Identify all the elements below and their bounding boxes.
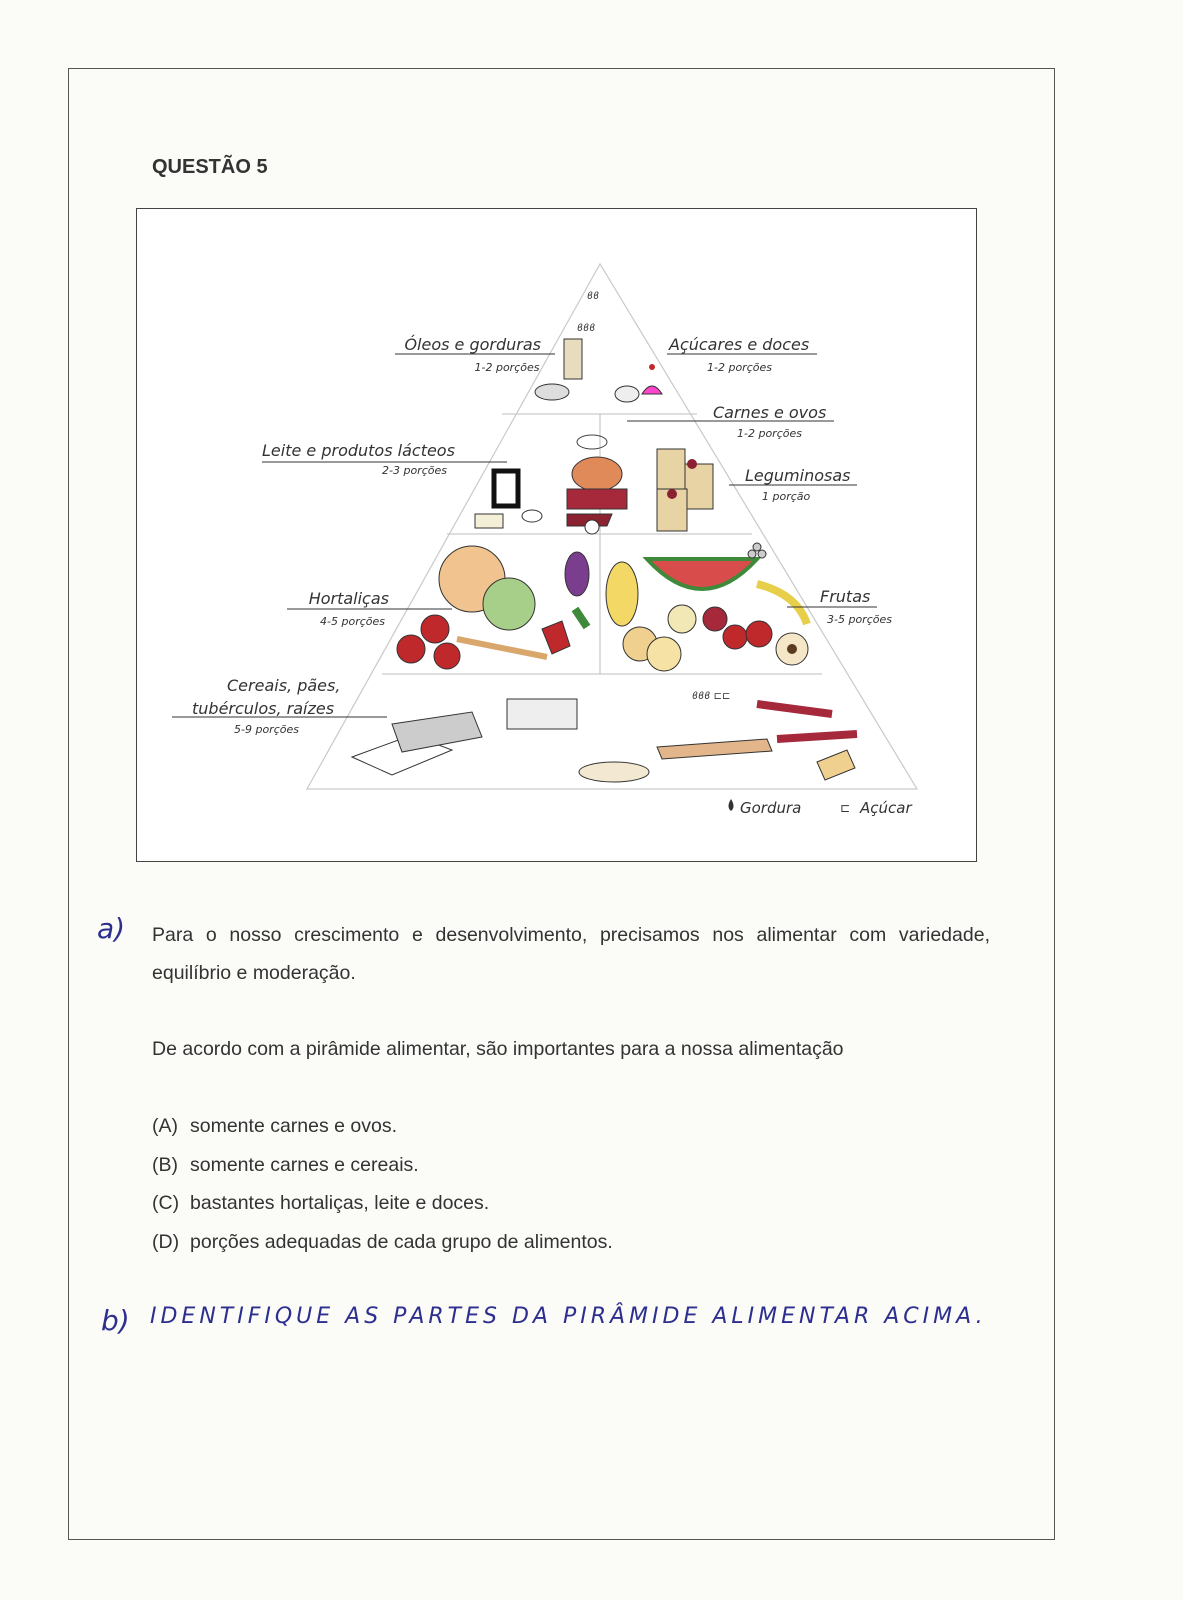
vegetables-portions: 4-5 porções [320,615,385,628]
meat-portions: 1-2 porções [737,427,802,440]
handwritten-marker-b: b) [101,1304,130,1337]
option-c[interactable] [152,1192,613,1231]
legumes-label: Leguminosas [745,466,851,485]
option-text: somente carnes e ovos. [190,1115,398,1137]
dairy-icons [475,471,542,528]
handwritten-marker-a: a) [97,912,126,945]
meat-label: Carnes e ovos [713,403,827,422]
legend-fat: Gordura [740,799,802,817]
fat-drop-icon [729,799,734,811]
legume-icons [657,449,713,531]
oils-portions: 1-2 porções [474,361,540,374]
question-title: QUESTÃO 5 [152,156,268,178]
vegetable-icons [397,546,589,669]
question-paragraph-1: Para o nosso crescimento e desenvolvimento, precisamos nos alimentar com variedade, equilíbrio e moderação. [152,924,990,984]
fruits-portions: 3-5 porções [827,613,892,626]
option-letter: (D) [152,1230,180,1253]
legumes-portions: 1 porção [762,490,811,503]
grains-portions: 5-9 porções [234,723,299,736]
option-letter: (B) [152,1153,178,1176]
meat-eggs-icons [567,435,627,534]
svg-text:ϐϐϐ: ϐϐϐ [577,323,596,334]
option-text: bastantes hortaliças, leite e doces. [190,1192,490,1214]
option-letter: (C) [152,1192,180,1214]
option-a[interactable] [152,1115,613,1154]
food-pyramid-figure [136,208,977,862]
grain-icons [352,691,857,782]
svg-text:ϐϐϐ ⊏⊏: ϐϐϐ ⊏⊏ [692,691,731,702]
option-d[interactable] [152,1231,613,1270]
svg-text:ϐϐ: ϐϐ [587,291,600,302]
option-b[interactable] [152,1154,613,1193]
option-letter: (A) [152,1115,178,1137]
fruits-label: Frutas [820,587,871,606]
answer-options [152,1115,613,1269]
question-paragraph-2: De acordo com a pirâmide alimentar, são importantes para a nossa alimentação [152,1038,844,1060]
dairy-label: Leite e produtos lácteos [262,441,455,460]
dairy-portions: 2-3 porções [382,464,447,477]
option-text: porções adequadas de cada grupo de alimentos. [190,1230,613,1253]
sugar-portions: 1-2 porções [707,361,772,374]
handwritten-question-b: IDENTIFIQUE AS PARTES DA PIRÂMIDE ALIMENTAR ACIMA. [150,1304,987,1329]
oils-label: Óleos e gorduras [404,335,541,354]
grains-label-line2: tubérculos, raízes [192,699,335,718]
sugar-label: Açúcares e doces [669,335,810,354]
legend-sugar: Açúcar [860,799,912,817]
grains-label-line1: Cereais, pães, [227,676,341,695]
fruit-icons [606,543,808,671]
option-text: somente carnes e cereais. [190,1153,419,1176]
legend [729,799,913,817]
sugar-cube-icon: ⊏ [840,801,851,815]
vegetables-label: Hortaliças [308,589,389,608]
